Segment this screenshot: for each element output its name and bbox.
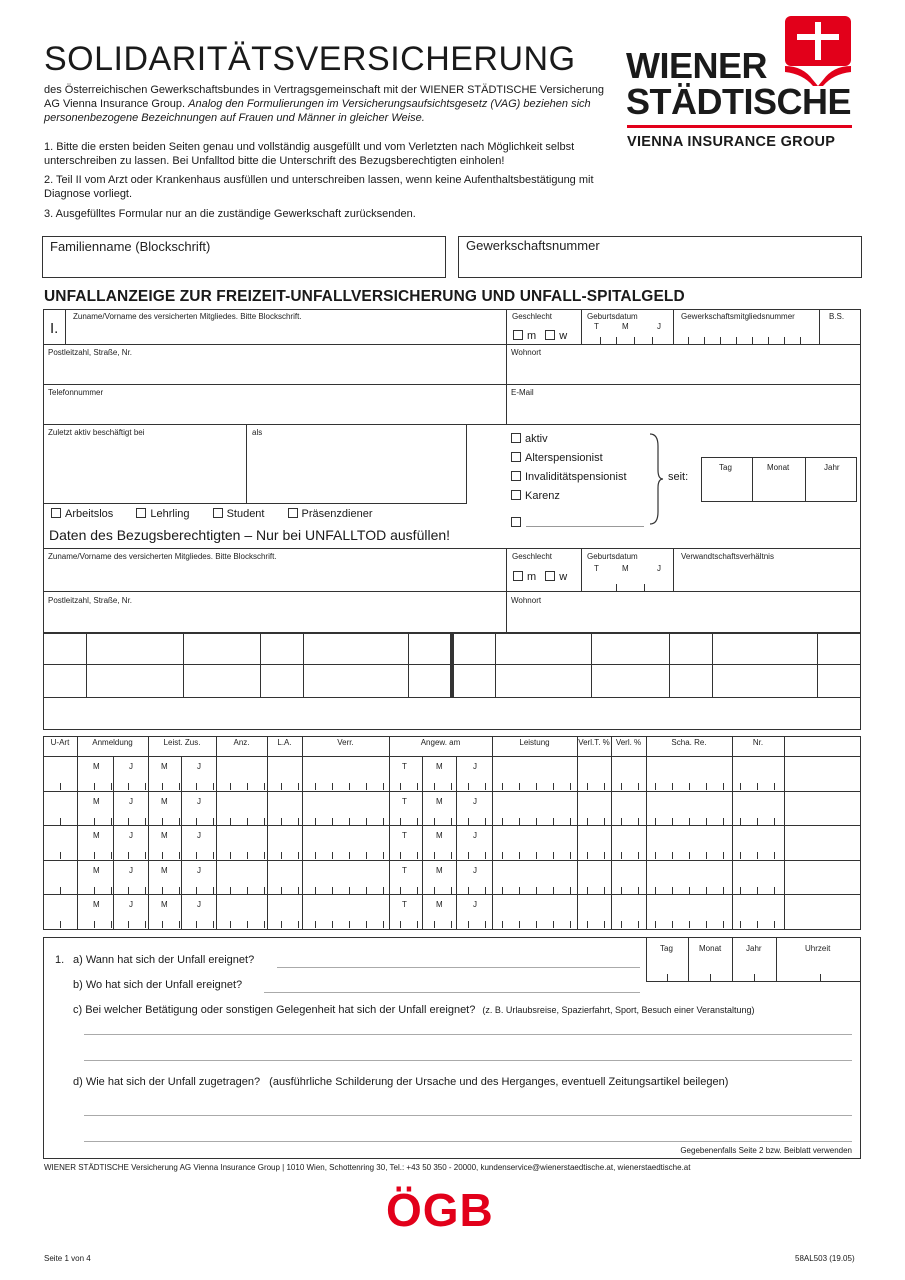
geschlecht-checkboxes [513, 330, 567, 342]
office-header: Anz. [233, 738, 250, 747]
intro-italic: Analog den Formulierungen im Versicherungsaufsichtsgesetz (VAG) beziehen sich personenbezogene Bezeichnungen auf Frauen und Männer in gleicher Weise. [44, 98, 591, 124]
bs-label: B.S. [829, 312, 845, 321]
roman-numeral: I. [50, 320, 59, 337]
bezug-geschlecht: Geschlecht [512, 552, 553, 561]
status-list [511, 430, 627, 506]
adresse-label: Postleitzahl, Straße, Nr. [48, 348, 133, 357]
office-header: L.A. [277, 738, 292, 747]
bezug-w: w [559, 571, 568, 583]
office-sub-label: J [129, 866, 133, 875]
bezug-gd-j: J [657, 564, 661, 573]
page-title: SOLIDARITÄTSVERSICHERUNG [44, 40, 576, 78]
q-num: 1. [55, 954, 65, 966]
check-arbeitslos: Arbeitslos [65, 508, 114, 520]
intro-plain: des Österreichischen Gewerkschaftsbundes in Vertragsgemeinschaft mit der WIENER STÄDTISCHE Versicherung AG Vienna Insurance Group. [44, 84, 605, 110]
office-header: Leist. Zus. [163, 738, 201, 747]
office-sub-label: J [129, 831, 133, 840]
bezug-geschlecht-checks [513, 571, 567, 583]
q-c [73, 1004, 755, 1016]
familienname-field[interactable] [42, 236, 446, 278]
note-3: 3. Ausgefülltes Formular nur an die zuständige Gewerkschaft zurücksenden. [44, 208, 416, 220]
page-number: Seite 1 von 4 [44, 1254, 91, 1263]
office-sub-label: M [161, 900, 168, 909]
office-sub-label: M [93, 900, 100, 909]
logo-underline [627, 125, 852, 128]
q-tag: Tag [660, 944, 673, 953]
seit-label: seit: [668, 471, 689, 483]
mitgliedsnummer-label: Gewerkschaftsmitgliedsnummer [681, 312, 795, 321]
employment-checks [51, 508, 372, 520]
logo-line2: STÄDTISCHE [626, 81, 852, 122]
q-jahr: Jahr [746, 944, 762, 953]
email-label: E-Mail [511, 388, 534, 397]
m-label: m [527, 330, 537, 342]
alterspensionist-checkbox[interactable] [511, 452, 521, 462]
logo-line1: WIENER [626, 45, 767, 86]
office-sub-label: M [436, 900, 443, 909]
office-sub-label: J [197, 797, 201, 806]
w-label: w [559, 330, 568, 342]
other-checkbox[interactable] [511, 517, 521, 527]
office-header: Angew. am [420, 738, 461, 747]
bezug-gd-t: T [594, 564, 599, 573]
q-a: a) Wann hat sich der Unfall ereignet? [73, 954, 255, 966]
telefon-label: Telefonnummer [48, 388, 104, 397]
check-praesenzdiener: Präsenzdiener [301, 508, 373, 520]
ogb-logo: ÖGB [386, 1184, 494, 1236]
seit-monat: Monat [767, 463, 790, 472]
wiener-staedtische-logo [626, 12, 858, 152]
bezug-adresse: Postleitzahl, Straße, Nr. [48, 596, 133, 605]
bezug-m: m [527, 571, 537, 583]
gd-j: J [657, 322, 661, 331]
office-sub-label: M [93, 831, 100, 840]
q-b: b) Wo hat sich der Unfall ereignet? [73, 979, 243, 991]
office-sub-label: J [473, 831, 477, 840]
bezug-w-checkbox[interactable] [545, 571, 555, 581]
check-lehrling: Lehrling [150, 508, 190, 520]
beschaeftigt-label: Zuletzt aktiv beschäftigt bei [48, 428, 145, 437]
office-sub-label: M [93, 762, 100, 771]
bezug-title: Daten des Bezugsberechtigten – Nur bei UNFALLTOD ausfüllen! [49, 527, 451, 543]
bezug-m-checkbox[interactable] [513, 571, 523, 581]
name-label: Zuname/Vorname des versicherten Mitgliedes. Bitte Blockschrift. [73, 312, 302, 321]
bezug-name-label: Zuname/Vorname des versicherten Mitgliedes. Bitte Blockschrift. [48, 552, 277, 561]
q-c-text: c) Bei welcher Betätigung oder sonstigen Gelegenheit hat sich der Unfall ereignet? [73, 1004, 476, 1016]
status-invaliditaetspensionist: Invaliditätspensionist [525, 471, 627, 483]
office-sub-label: T [402, 762, 407, 771]
office-sub-label: J [197, 900, 201, 909]
other-status [511, 513, 525, 531]
intro-text [44, 83, 604, 125]
office-header: Verr. [337, 738, 354, 747]
form-code: 58AL503 (19.05) [795, 1254, 855, 1263]
q-d-text: d) Wie hat sich der Unfall zugetragen? [73, 1076, 261, 1088]
office-header: Scha. Re. [671, 738, 707, 747]
status-karenz: Karenz [525, 490, 560, 502]
status-aktiv: aktiv [525, 433, 548, 445]
office-sub-label: M [161, 797, 168, 806]
wohnort-label: Wohnort [511, 348, 542, 357]
office-sub-label: M [436, 762, 443, 771]
office-sub-label: M [436, 866, 443, 875]
logo-line3: VIENNA INSURANCE GROUP [627, 134, 836, 150]
q-d [73, 1076, 728, 1088]
office-header: U-Art [50, 738, 70, 747]
office-sub-label: T [402, 866, 407, 875]
office-header: Anmeldung [92, 738, 133, 747]
office-sub-label: M [93, 866, 100, 875]
m-checkbox[interactable] [513, 330, 523, 340]
office-sub-label: J [473, 866, 477, 875]
praesenzdiener-checkbox[interactable] [288, 508, 298, 518]
geburtsdatum-label: Geburtsdatum [587, 312, 638, 321]
lehrling-checkbox[interactable] [136, 508, 146, 518]
office-header: Leistung [519, 738, 550, 747]
als-label: als [252, 428, 263, 437]
gd-m: M [622, 322, 629, 331]
geschlecht-label: Geschlecht [512, 312, 553, 321]
gewerkschaftsnummer-field[interactable] [458, 236, 862, 278]
office-sub-label: J [197, 866, 201, 875]
footer-address: WIENER STÄDTISCHE Versicherung AG Vienna Insurance Group | 1010 Wien, Schottenring 30, Tel.: +43 50 350 - 20000, kundenservice@wienerstaedtische.at, wienerstaedtische.at [44, 1163, 691, 1172]
q-uhrzeit: Uhrzeit [805, 944, 831, 953]
bezug-geburtsdatum: Geburtsdatum [587, 552, 638, 561]
section-title: UNFALLANZEIGE ZUR FREIZEIT-UNFALLVERSICHERUNG UND UNFALL-SPITALGELD [44, 288, 685, 305]
office-sub-label: J [197, 762, 201, 771]
office-sub-label: M [93, 797, 100, 806]
gewerkschaftsnummer-label: Gewerkschaftsnummer [466, 238, 600, 253]
arbeitslos-checkbox[interactable] [51, 508, 61, 518]
q-footnote: Gegebenenfalls Seite 2 bzw. Beiblatt verwenden [680, 1146, 852, 1155]
office-sub-label: T [402, 831, 407, 840]
office-sub-label: T [402, 900, 407, 909]
brace-icon [648, 432, 664, 526]
office-sub-label: J [473, 762, 477, 771]
familienname-label: Familienname (Blockschrift) [50, 239, 211, 254]
office-sub-label: J [129, 797, 133, 806]
bezug-gd-m: M [622, 564, 629, 573]
office-sub-label: J [473, 797, 477, 806]
office-header: Verl. % [615, 738, 642, 747]
office-sub-label: J [473, 900, 477, 909]
seit-jahr: Jahr [824, 463, 840, 472]
office-sub-label: M [161, 762, 168, 771]
office-sub-label: J [197, 831, 201, 840]
note-1: 1. Bitte die ersten beiden Seiten genau und vollständig ausgefüllt und vom Verletzten nach Möglichkeit selbst unterschreiben zu lassen. Bei Unfalltod bitte die Unterschrift des Bezugsberechtigten einholen! [44, 141, 575, 167]
q-monat: Monat [699, 944, 722, 953]
seit-tag: Tag [719, 463, 732, 472]
office-sub-label: M [161, 831, 168, 840]
check-student: Student [226, 508, 265, 520]
note-2: 2. Teil II vom Arzt oder Krankenhaus ausfüllen und unterschreiben lassen, wenn keine Aufenthaltsbestätigung mit Diagnose vorliegt. [44, 174, 594, 200]
office-sub-label: J [129, 900, 133, 909]
office-sub-label: M [161, 866, 168, 875]
gd-t: T [594, 322, 599, 331]
office-header: Nr. [752, 738, 764, 747]
invaliditaetspensionist-checkbox[interactable] [511, 471, 521, 481]
logo-emblem-icon [783, 14, 853, 86]
verwandt-label: Verwandtschaftsverhältnis [681, 552, 774, 561]
karenz-checkbox[interactable] [511, 490, 521, 500]
office-sub-label: M [436, 797, 443, 806]
status-alterspensionist: Alterspensionist [525, 452, 603, 464]
q-c-hint: (z. B. Urlaubsreise, Spazierfahrt, Sport, Besuch einer Veranstaltung) [482, 1005, 755, 1015]
office-sub-label: T [402, 797, 407, 806]
q-d-hint: (ausführliche Schilderung der Ursache und des Herganges, eventuell Zeitungsartikel beilegen) [269, 1076, 729, 1088]
office-sub-label: M [436, 831, 443, 840]
office-header: Verl.T. % [578, 738, 610, 747]
aktiv-checkbox[interactable] [511, 433, 521, 443]
student-checkbox[interactable] [213, 508, 223, 518]
w-checkbox[interactable] [545, 330, 555, 340]
office-sub-label: J [129, 762, 133, 771]
bezug-wohnort: Wohnort [511, 596, 542, 605]
